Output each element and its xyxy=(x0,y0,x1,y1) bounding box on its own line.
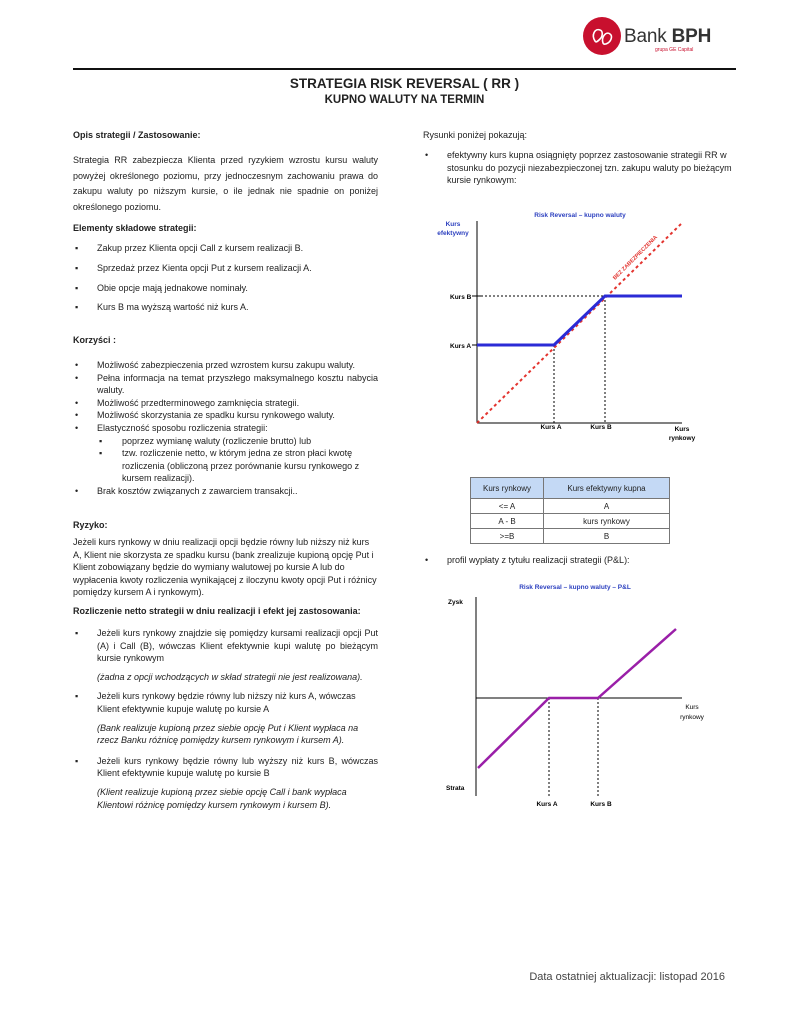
list-item: ▪ Jeżeli kurs rynkowy znajdzie się pomiędzy kursami realizacji opcji Put (A) i Call (B), wówczas Klient efektywnie kupi walutę po bieżącym kursie rynkowym (żadna z opcji wchodzących w skład strategii nie jest realizowana). xyxy=(75,628,378,682)
chart1-xlabel-1: Kurs xyxy=(674,426,690,433)
ryzyko-heading: Ryzyko: xyxy=(73,520,108,530)
chart1-annotation: BEZ ZABEZPIECZENIA xyxy=(612,234,659,282)
sub-list-item: ▪ tzw. rozliczenie netto, w którym jedna ze stron płaci kwotę rozliczenia (obliczoną przez porównanie kursu rynkowego z kursem realizacji). xyxy=(99,448,360,484)
opis-text: Strategia RR zabezpiecza Klienta przed ryzykiem wzrostu kursu waluty powyżej określonego poziomu, przy jednoczesnym zachowaniu prawa do zakupu waluty po niższym kursie, o ile jednak nie spadnie on poniżej określonego poziomu. xyxy=(73,155,378,212)
chart2-xlabel-1: Kurs xyxy=(685,704,699,711)
rozliczenie-list xyxy=(73,627,378,811)
list-item: ▪ Sprzedaż przez Kienta opcji Put z kursem realizacji A. xyxy=(75,262,312,273)
sub-list-item: ▪ poprzez wymianę waluty (rozliczenie brutto) lub xyxy=(99,435,312,446)
page-title: STRATEGIA RISK REVERSAL ( RR ) xyxy=(289,76,520,91)
chart1-xlabel-2: rynkowy xyxy=(668,435,696,442)
footer-date: Data ostatniej aktualizacji: listopad 2016 xyxy=(529,971,725,983)
chart2-y-bottom-label: Strata xyxy=(446,785,465,792)
chart2-title: Risk Reversal – kupno waluty – P&L xyxy=(519,584,631,591)
page-subtitle: KUPNO WALUTY NA TERMIN xyxy=(324,94,485,106)
list-item: • Elastyczność sposobu rozliczenia strategii: ▪ poprzez wymianę waluty (rozliczenie brutto) lub ▪ tzw. rozliczenie netto, w którym jedna ze stron płaci kwotę rozliczenia (obliczoną przez porównanie kursu rynkowego z kursem realizacji). xyxy=(73,422,378,485)
right-bullets-2 xyxy=(423,554,733,567)
chart1-xtick-label-a: Kurs A xyxy=(540,424,562,431)
list-item: • profil wypłaty z tytułu realizacji strategii (P&L): xyxy=(425,555,630,565)
right-intro: Rysunki poniżej pokazują: xyxy=(423,130,528,140)
list-item: • Możliwość przedterminowego zamknięcia strategii. xyxy=(75,397,300,408)
bank-logo-icon xyxy=(583,17,621,55)
table-row: A - B kurs rynkowy xyxy=(471,514,670,529)
table-row: <= A A xyxy=(471,499,670,514)
list-item: • Brak kosztów związanych z zawarciem transakcji.. xyxy=(75,485,298,496)
chart1-xtick-label-b: Kurs B xyxy=(590,424,612,431)
list-item: • Pełna informacja na temat przyszłego maksymalnego kosztu nabycia waluty. xyxy=(75,372,378,396)
chart1-ylabel-1: Kurs xyxy=(445,221,461,228)
rozliczenie-heading: Rozliczenie netto strategii w dniu realizacji i efekt jej zastosowania: xyxy=(73,606,361,616)
chart2-xtick-label-b: Kurs B xyxy=(590,801,612,808)
chart1-series-risk-reversal xyxy=(477,296,682,345)
list-item: ▪ Jeżeli kurs rynkowy będzie równy lub wyższy niż kurs B, wówczas Klient efektywnie kupuje walutę po kursie B (Klient realizuje kupioną przez siebie opcję Call i bank wypłaca Klientowi różnicę pomiędzy kursem rynkowym i kursem B). xyxy=(75,755,378,810)
rate-table xyxy=(470,477,670,544)
chart1-ytick-label-b: Kurs B xyxy=(450,294,472,301)
chart2-y-top-label: Zysk xyxy=(448,599,463,606)
table-header-cell: Kurs efektywny kupna xyxy=(544,478,670,499)
list-item: • Możliwość skorzystania ze spadku kursu rynkowego waluty. xyxy=(75,410,335,421)
table-header-row xyxy=(471,478,670,499)
header-divider xyxy=(73,68,736,70)
opis-heading: Opis strategii / Zastosowanie: xyxy=(73,130,201,140)
chart2-xlabel-2: rynkowy xyxy=(680,714,704,721)
table-header-cell: Kurs rynkowy xyxy=(471,478,544,499)
right-bullets xyxy=(423,149,733,187)
chart1-ylabel-2: efektywny xyxy=(437,230,469,237)
korzysci-list xyxy=(73,359,378,498)
ryzyko-text: Jeżeli kurs rynkowy w dniu realizacji opcji będzie równy lub niższy niż kurs A, Klient nie skorzysta ze spadku kursu (bank zrealizuje kupioną opcję Put i Klient zobowiązany będzie do wymiany walutowej po kursie A lub do wypłacenia kwoty rozliczenia wynikającej z iloczynu kwoty opcji Put i różnicy pomiędzy kursem A i rynkowym). xyxy=(73,537,377,598)
list-item: ▪ Obie opcje mają jednakowe nominały. xyxy=(75,282,248,293)
list-item: • Możliwość zabezpieczenia przed wzrostem kursu zakupu waluty. xyxy=(75,360,355,370)
chart1-title: Risk Reversal – kupno waluty xyxy=(534,212,626,219)
elementy-list xyxy=(73,242,378,314)
chart2-xtick-label-a: Kurs A xyxy=(536,801,558,808)
table-row: >=B B xyxy=(471,529,670,544)
korzysci-heading: Korzyści : xyxy=(73,335,117,345)
logo-subtitle: grupa GE Capital xyxy=(655,47,694,53)
list-item: ▪ Zakup przez Klienta opcji Call z kursem realizacji B. xyxy=(75,243,304,253)
chart1-series-unhedged xyxy=(477,223,682,423)
chart-pnl xyxy=(420,578,720,813)
list-item: • efektywny kurs kupna osiągnięty poprzez zastosowanie strategii RR w stosunku do pozycji niezabezpieczonej tzn. zakupu waluty po bieżącym kursie rynkowym: xyxy=(425,150,732,186)
logo-text: Bank BPH xyxy=(624,26,712,47)
chart-effective-rate xyxy=(420,205,720,450)
chart1-ytick-label-a: Kurs A xyxy=(450,343,472,350)
elementy-heading: Elementy składowe strategii: xyxy=(73,223,197,233)
list-item: ▪ Kurs B ma wyższą wartość niż kurs A. xyxy=(75,302,249,313)
list-item: ▪ Jeżeli kurs rynkowy będzie równy lub niższy niż kurs A, wówczas Klient efektywnie kupuje walutę po kursie A (Bank realizuje kupioną przez siebie opcję Put i Klient wypłaca na rzecz Banku różnicę pomiędzy kursem rynkowym i kursem A). xyxy=(75,691,359,746)
